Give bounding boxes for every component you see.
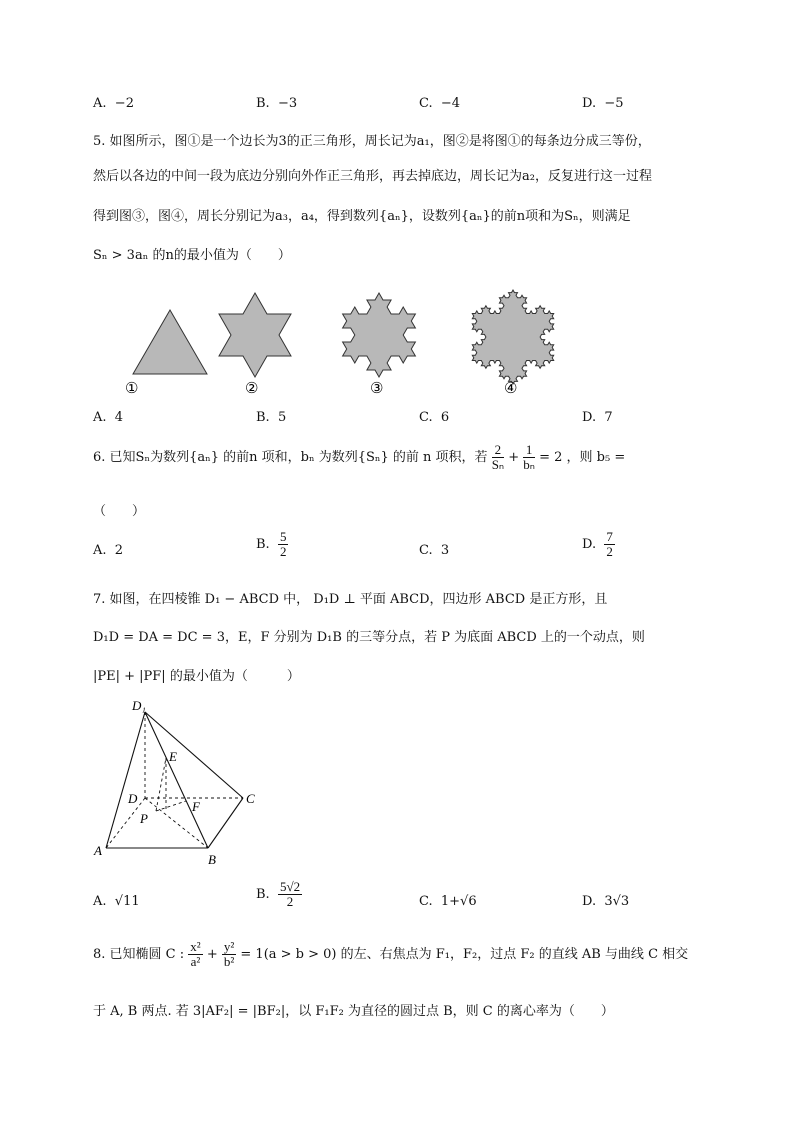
q6-option-c[interactable]: C. 3 — [419, 543, 450, 558]
q6-line-1: 6. 已知Sₙ为数列{aₙ} 的前n 项和，bₙ 为数列{Sₙ} 的前 n 项积，若 $\frac{2}{\text{Sₙ}}$ + $\frac{1}{\text{bₙ}}$ = 2 ，则 b₅ = — [93, 442, 626, 472]
q6-option-a[interactable]: A. 2 — [93, 543, 124, 558]
label-a: A — [94, 843, 102, 858]
q6-option-d[interactable]: D. $\frac{7}{2}$ — [582, 529, 613, 559]
q4-option-a[interactable]: A. −2 — [93, 96, 134, 111]
q7-option-a[interactable]: A. √11 — [93, 894, 140, 909]
q5-line-1: 5. 如图所示，图①是一个边长为3的正三角形，周长记为a₁，图②是将图①的每条边分成三等份， — [93, 134, 651, 149]
q7-option-c[interactable]: C. 1+√6 — [419, 894, 477, 909]
figure-triangle — [133, 310, 207, 374]
q6-option-b[interactable]: B. $\frac{5}{2}$ — [256, 529, 287, 559]
q4-option-d[interactable]: D. −5 — [582, 96, 624, 111]
q8-line-1: 8. 已知椭圆 C : $\frac{\text{x²}}{\text{a²}}$ + $\frac{\text{y²}}{\text{b²}}$ = 1(a > b > 0) 的左、右焦点为 F₁，F₂，过点 F₂ 的直线 AB 与曲线 C 相交 — [93, 939, 689, 969]
q4-option-c[interactable]: C. −4 — [419, 96, 461, 111]
segment-p-e — [156, 758, 166, 811]
q7-line-1: 7. 如图，在四棱锥 D₁ − ABCD 中， D₁D ⊥ 平面 ABCD，四边形 ABCD 是正方形，且 — [93, 592, 608, 607]
label-d1: D₁ — [132, 698, 146, 713]
q7-option-b[interactable]: B. $\frac{5√2}{2}$ — [256, 879, 301, 909]
q6-line-2: （ ） — [93, 504, 146, 519]
q7-line-3: |PE| + |PF| 的最小值为（ ） — [93, 669, 300, 684]
edge-d1-b — [145, 712, 208, 848]
koch-snowflake-figures — [88, 285, 568, 400]
q5-line-2: 然后以各边的中间一段为底边分别向外作正三角形，再去掉底边，周长记为a₂，反复进行这一过程 — [93, 169, 652, 184]
label-b: B — [208, 852, 216, 867]
q8-fraction-x2-a2: $\frac{\text{x²}}{\text{a²}}$ — [190, 939, 201, 969]
q7-line-2: D₁D = DA = DC = 3，E，F 分别为 D₁B 的三等分点，若 P 为底面 ABCD 上的一个动点，则 — [93, 630, 645, 645]
q4-option-b[interactable]: B. −3 — [256, 96, 298, 111]
q8-line-2: 于 A, B 两点. 若 3|AF₂| = |BF₂|，以 F₁F₂ 为直径的圆过点 B，则 C 的离心率为（ ） — [93, 1004, 614, 1019]
figure-koch-3 — [343, 293, 416, 377]
figure-label-3: ③ — [370, 381, 384, 397]
q8-fraction-y2-b2: $\frac{\text{y²}}{\text{b²}}$ — [223, 939, 235, 969]
label-c: C — [246, 791, 255, 806]
edge-d1-a — [106, 712, 145, 848]
q5-option-a[interactable]: A. 4 — [93, 410, 124, 425]
figure-label-4: ④ — [504, 381, 518, 397]
q6-fraction-2-over-sn: $\frac{2}{\text{Sₙ}}$ — [491, 442, 505, 472]
figure-label-2: ② — [245, 381, 259, 397]
figure-label-1: ① — [125, 381, 139, 397]
pyramid-figure — [88, 695, 278, 870]
q6-fraction-1-over-bn: $\frac{1}{\text{bₙ}}$ — [523, 442, 535, 472]
label-d: D — [128, 791, 138, 806]
q5-option-b[interactable]: B. 5 — [256, 410, 287, 425]
figure-koch-4 — [472, 290, 553, 384]
edge-d1-c — [145, 712, 243, 798]
figure-star — [219, 293, 291, 377]
label-p: P — [140, 811, 148, 826]
q7-option-d[interactable]: D. 3√3 — [582, 894, 630, 909]
q5-line-3: 得到图③，图④，周长分别记为a₃，a₄，得到数列{aₙ}，设数列{aₙ}的前n项和为Sₙ，则满足 — [93, 209, 631, 224]
label-e: E — [169, 749, 177, 764]
segment-p-f — [156, 801, 186, 811]
q5-option-c[interactable]: C. 6 — [419, 410, 450, 425]
edge-b-c — [208, 798, 243, 848]
label-f: F — [192, 799, 200, 814]
q5-option-d[interactable]: D. 7 — [582, 410, 613, 425]
q5-line-4: Sₙ > 3aₙ 的n的最小值为（ ） — [93, 248, 291, 263]
